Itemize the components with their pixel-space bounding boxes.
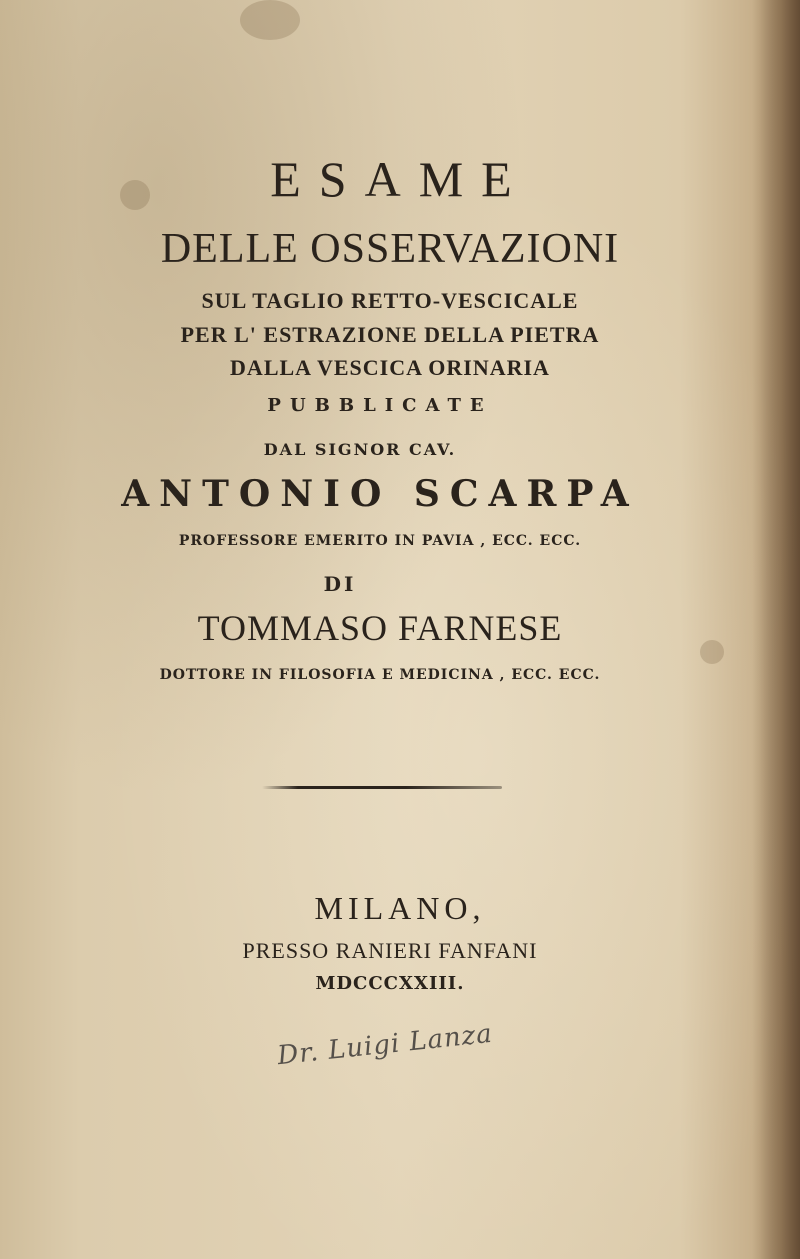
di-label: DI	[323, 572, 357, 596]
author-farnese: TOMMASO FARNESE	[197, 608, 563, 648]
subtitle-line-3: DALLA VESCICA ORINARIA	[230, 355, 550, 380]
title-delle-osservazioni: DELLE OSSERVAZIONI	[160, 226, 620, 272]
subtitle-line-2: PER L' ESTRAZIONE DELLA PIETRA	[180, 322, 600, 347]
title-esame: ESAME	[270, 151, 530, 207]
handwritten-signature	[0, 1018, 800, 1072]
farnese-title: DOTTORE IN FILOSOFIA E MEDICINA , ECC. ECC.	[159, 667, 601, 683]
signature-text: Dr. Luigi Lanza	[275, 1018, 495, 1072]
divider-rule	[262, 786, 502, 789]
author-scarpa: ANTONIO SCARPA	[121, 473, 639, 515]
imprint-city: MILANO,	[314, 890, 486, 926]
imprint-publisher: PRESSO RANIERI FANFANI	[242, 938, 538, 963]
subtitle-line-1: SUL TAGLIO RETTO-VESCICALE	[201, 288, 579, 313]
pubblicate-label: PUBBLICATE	[267, 395, 493, 416]
imprint-year: MDCCCXXIII.	[315, 973, 465, 994]
scarpa-title: PROFESSORE EMERITO IN PAVIA , ECC. ECC.	[178, 533, 582, 549]
dal-signor-label: DAL SIGNOR CAV.	[263, 440, 457, 459]
foxing-spot	[240, 0, 300, 40]
